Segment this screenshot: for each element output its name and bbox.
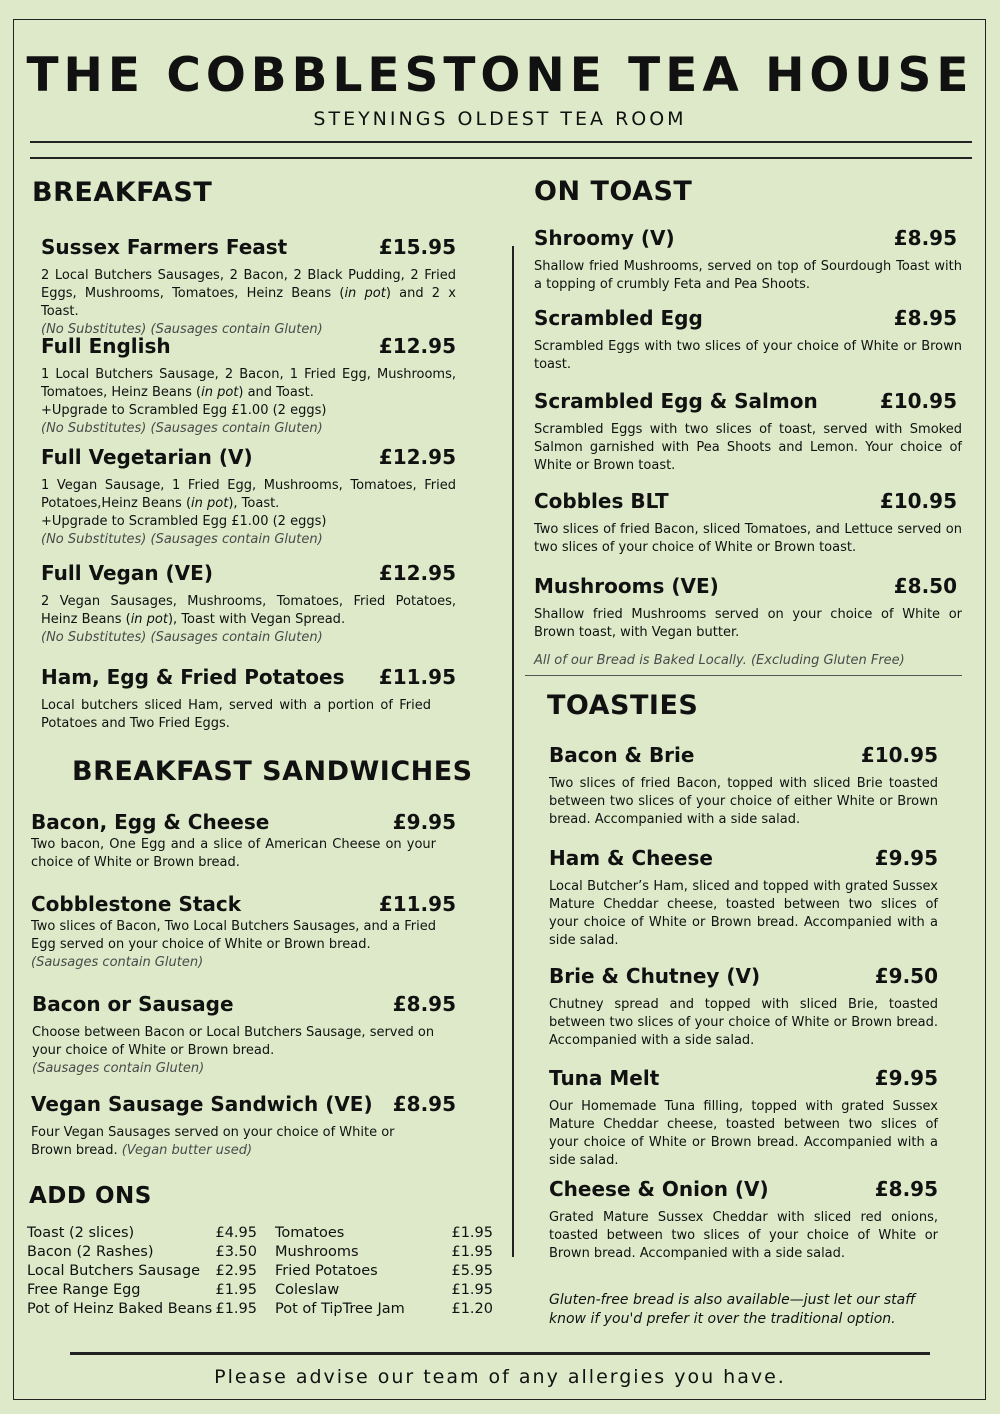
item-price: £8.50 <box>893 574 957 598</box>
item-name: Bacon, Egg & Cheese <box>31 810 270 834</box>
item-note: (No Substitutes) (Sausages contain Gluten) <box>41 630 323 645</box>
item-price: £10.95 <box>879 489 957 513</box>
item-name: Ham & Cheese <box>549 846 713 870</box>
menu-item <box>534 389 962 475</box>
bread-note: All of our Bread is Baked Locally. (Excluding Gluten Free) <box>534 653 905 668</box>
item-description: Chutney spread and topped with sliced Brie, toasted between two slices of your choice of White or Brown bread. Accompanied with a side salad. <box>549 997 938 1048</box>
item-price: £8.95 <box>874 1177 938 1201</box>
item-note: (No Substitutes) (Sausages contain Gluten) <box>41 532 323 547</box>
addon-row: Fried Potatoes £5.95 <box>275 1263 493 1279</box>
item-name: Ham, Egg & Fried Potatoes <box>41 665 345 689</box>
menu-item <box>549 743 938 829</box>
item-name: Brie & Chutney (V) <box>549 964 761 988</box>
item-name: Tuna Melt <box>549 1066 660 1090</box>
item-description: Four Vegan Sausages served on your choice of White or Brown bread. (Vegan butter used) <box>31 1125 395 1158</box>
item-description: 2 Local Butchers Sausages, 2 Bacon, 2 Black Pudding, 2 Fried Eggs, Mushrooms, Tomatoes, Heinz Beans (in pot) and 2 x Toast. <box>41 268 456 319</box>
sandwiches-heading: BREAKFAST SANDWICHES <box>72 756 473 787</box>
item-price: £11.95 <box>378 892 456 916</box>
addon-row: Free Range Egg £1.95 <box>27 1282 257 1298</box>
item-description: Our Homemade Tuna filling, topped with grated Sussex Mature Cheddar cheese, toasted between two slices of your choice of White or Brown bread. Accompanied with a side salad. <box>549 1099 938 1168</box>
item-description: Grated Mature Sussex Cheddar with sliced red onions, toasted between two slices of your choice of White or Brown bread. Accompanied with a side salad. <box>549 1210 938 1261</box>
menu-item <box>549 1066 938 1170</box>
gluten-free-note: Gluten-free bread is also available—just let our staff know if you'd prefer it over the traditional option. <box>549 1292 916 1327</box>
menu-item <box>32 992 456 1078</box>
page-title: THE COBBLESTONE TEA HOUSE <box>26 48 974 103</box>
menu-item <box>31 1092 456 1160</box>
toasties-heading: TOASTIES <box>547 690 699 721</box>
menu-item <box>41 235 456 339</box>
item-price: £11.95 <box>378 665 456 689</box>
item-note: (Vegan butter used) <box>121 1143 253 1158</box>
page-subtitle: STEYNINGS OLDEST TEA ROOM <box>313 108 687 130</box>
addon-row: Bacon (2 Rashes) £3.50 <box>27 1244 257 1260</box>
item-name: Full English <box>41 334 171 358</box>
menu-item <box>534 306 962 374</box>
menu-item <box>41 665 456 733</box>
menu-item <box>534 489 962 557</box>
item-price: £12.95 <box>378 445 456 469</box>
addon-row: Mushrooms £1.95 <box>275 1244 493 1260</box>
item-note: (Sausages contain Gluten) <box>31 955 204 970</box>
footer-divider <box>70 1352 930 1355</box>
item-price: £9.50 <box>874 964 938 988</box>
item-note: (No Substitutes) (Sausages contain Gluten) <box>41 421 323 436</box>
item-price: £8.95 <box>392 992 456 1016</box>
menu-item <box>31 892 456 972</box>
item-description: Choose between Bacon or Local Butchers Sausage, served on your choice of White or Brown bread. <box>32 1025 435 1058</box>
item-description: Two slices of fried Bacon, sliced Tomatoes, and Lettuce served on two slices of your choice of White or Brown toast. <box>534 522 962 555</box>
item-name: Scrambled Egg <box>534 306 703 330</box>
item-upgrade: +Upgrade to Scrambled Egg £1.00 (2 eggs) <box>41 514 327 529</box>
on-toast-heading: ON TOAST <box>534 176 693 207</box>
menu-item <box>41 445 456 549</box>
item-price: £15.95 <box>378 235 456 259</box>
item-name: Shroomy (V) <box>534 226 675 250</box>
item-price: £9.95 <box>874 846 938 870</box>
item-price: £8.95 <box>893 306 957 330</box>
menu-item <box>534 574 962 642</box>
item-name: Cheese & Onion (V) <box>549 1177 769 1201</box>
item-name: Sussex Farmers Feast <box>41 235 288 259</box>
item-description: Scrambled Eggs with two slices of your choice of White or Brown toast. <box>534 339 962 372</box>
item-description: Shallow fried Mushrooms served on your choice of White or Brown toast, with Vegan butter. <box>534 607 962 640</box>
item-name: Bacon or Sausage <box>32 992 234 1016</box>
addons-heading: ADD ONS <box>29 1183 152 1209</box>
item-description: Two slices of fried Bacon, topped with sliced Brie toasted between two slices of your choice of either White or Brown bread. Accompanied with a side salad. <box>549 776 938 827</box>
item-note: (No Substitutes) (Sausages contain Gluten) <box>41 322 323 337</box>
item-name: Vegan Sausage Sandwich (VE) <box>31 1092 373 1116</box>
addon-row: Pot of Heinz Baked Beans £1.95 <box>27 1301 257 1317</box>
section-divider <box>525 675 962 676</box>
item-name: Full Vegetarian (V) <box>41 445 253 469</box>
item-description: 1 Vegan Sausage, 1 Fried Egg, Mushrooms, Tomatoes, Fried Potatoes,Heinz Beans (in pot), Toast. <box>41 478 456 511</box>
item-name: Scrambled Egg & Salmon <box>534 389 818 413</box>
item-description: Local Butcher’s Ham, sliced and topped with grated Sussex Mature Cheddar cheese, toasted between two slices of your choice of White or Brown bread. Accompanied with a side salad. <box>549 879 938 948</box>
menu-item <box>41 561 456 647</box>
item-note: (Sausages contain Gluten) <box>32 1061 205 1076</box>
item-description: Two bacon, One Egg and a slice of American Cheese on your choice of White or Brown bread. <box>31 837 436 870</box>
item-name: Full Vegan (VE) <box>41 561 213 585</box>
menu-item <box>534 226 962 294</box>
item-description: 1 Local Butchers Sausage, 2 Bacon, 1 Fried Egg, Mushrooms, Tomatoes, Heinz Beans (in pot) and Toast. <box>41 367 456 400</box>
item-price: £12.95 <box>378 561 456 585</box>
item-description: Local butchers sliced Ham, served with a portion of Fried Potatoes and Two Fried Eggs. <box>41 698 431 731</box>
header-divider-top <box>30 141 972 143</box>
item-price: £12.95 <box>378 334 456 358</box>
allergy-message: Please advise our team of any allergies you have. <box>214 1366 786 1388</box>
menu-item <box>41 334 456 438</box>
menu-item <box>549 964 938 1050</box>
item-price: £8.95 <box>893 226 957 250</box>
item-price: £8.95 <box>392 1092 456 1116</box>
item-name: Bacon & Brie <box>549 743 695 767</box>
item-description: Two slices of Bacon, Two Local Butchers Sausages, and a Fried Egg served on your choice of White or Brown bread. <box>31 919 436 952</box>
addon-row: Local Butchers Sausage £2.95 <box>27 1263 257 1279</box>
addon-row: Toast (2 slices) £4.95 <box>27 1225 257 1241</box>
addons-list-right <box>275 1224 493 1319</box>
menu-item <box>549 1177 938 1263</box>
item-price: £10.95 <box>879 389 957 413</box>
item-description: 2 Vegan Sausages, Mushrooms, Tomatoes, Fried Potatoes, Heinz Beans (in pot), Toast with Vegan Spread. <box>41 594 456 627</box>
menu-item <box>549 846 938 950</box>
addons-list-left <box>27 1224 257 1319</box>
item-upgrade: +Upgrade to Scrambled Egg £1.00 (2 eggs) <box>41 403 327 418</box>
item-description: Scrambled Eggs with two slices of toast, served with Smoked Salmon garnished with Pea Shoots and Lemon. Your choice of White or Brown toast. <box>534 422 962 473</box>
addon-row: Coleslaw £1.95 <box>275 1282 493 1298</box>
header-divider-bottom <box>30 157 972 159</box>
item-price: £10.95 <box>860 743 938 767</box>
item-description: Shallow fried Mushrooms, served on top of Sourdough Toast with a topping of crumbly Feta and Pea Shoots. <box>534 259 962 292</box>
item-price: £9.95 <box>392 810 456 834</box>
addon-row: Pot of TipTree Jam £1.20 <box>275 1301 493 1317</box>
column-divider <box>512 246 514 1257</box>
item-name: Cobblestone Stack <box>31 892 242 916</box>
item-name: Cobbles BLT <box>534 489 669 513</box>
menu-item <box>31 810 456 872</box>
item-name: Mushrooms (VE) <box>534 574 719 598</box>
addon-row: Tomatoes £1.95 <box>275 1225 493 1241</box>
breakfast-heading: BREAKFAST <box>32 177 213 208</box>
item-price: £9.95 <box>874 1066 938 1090</box>
